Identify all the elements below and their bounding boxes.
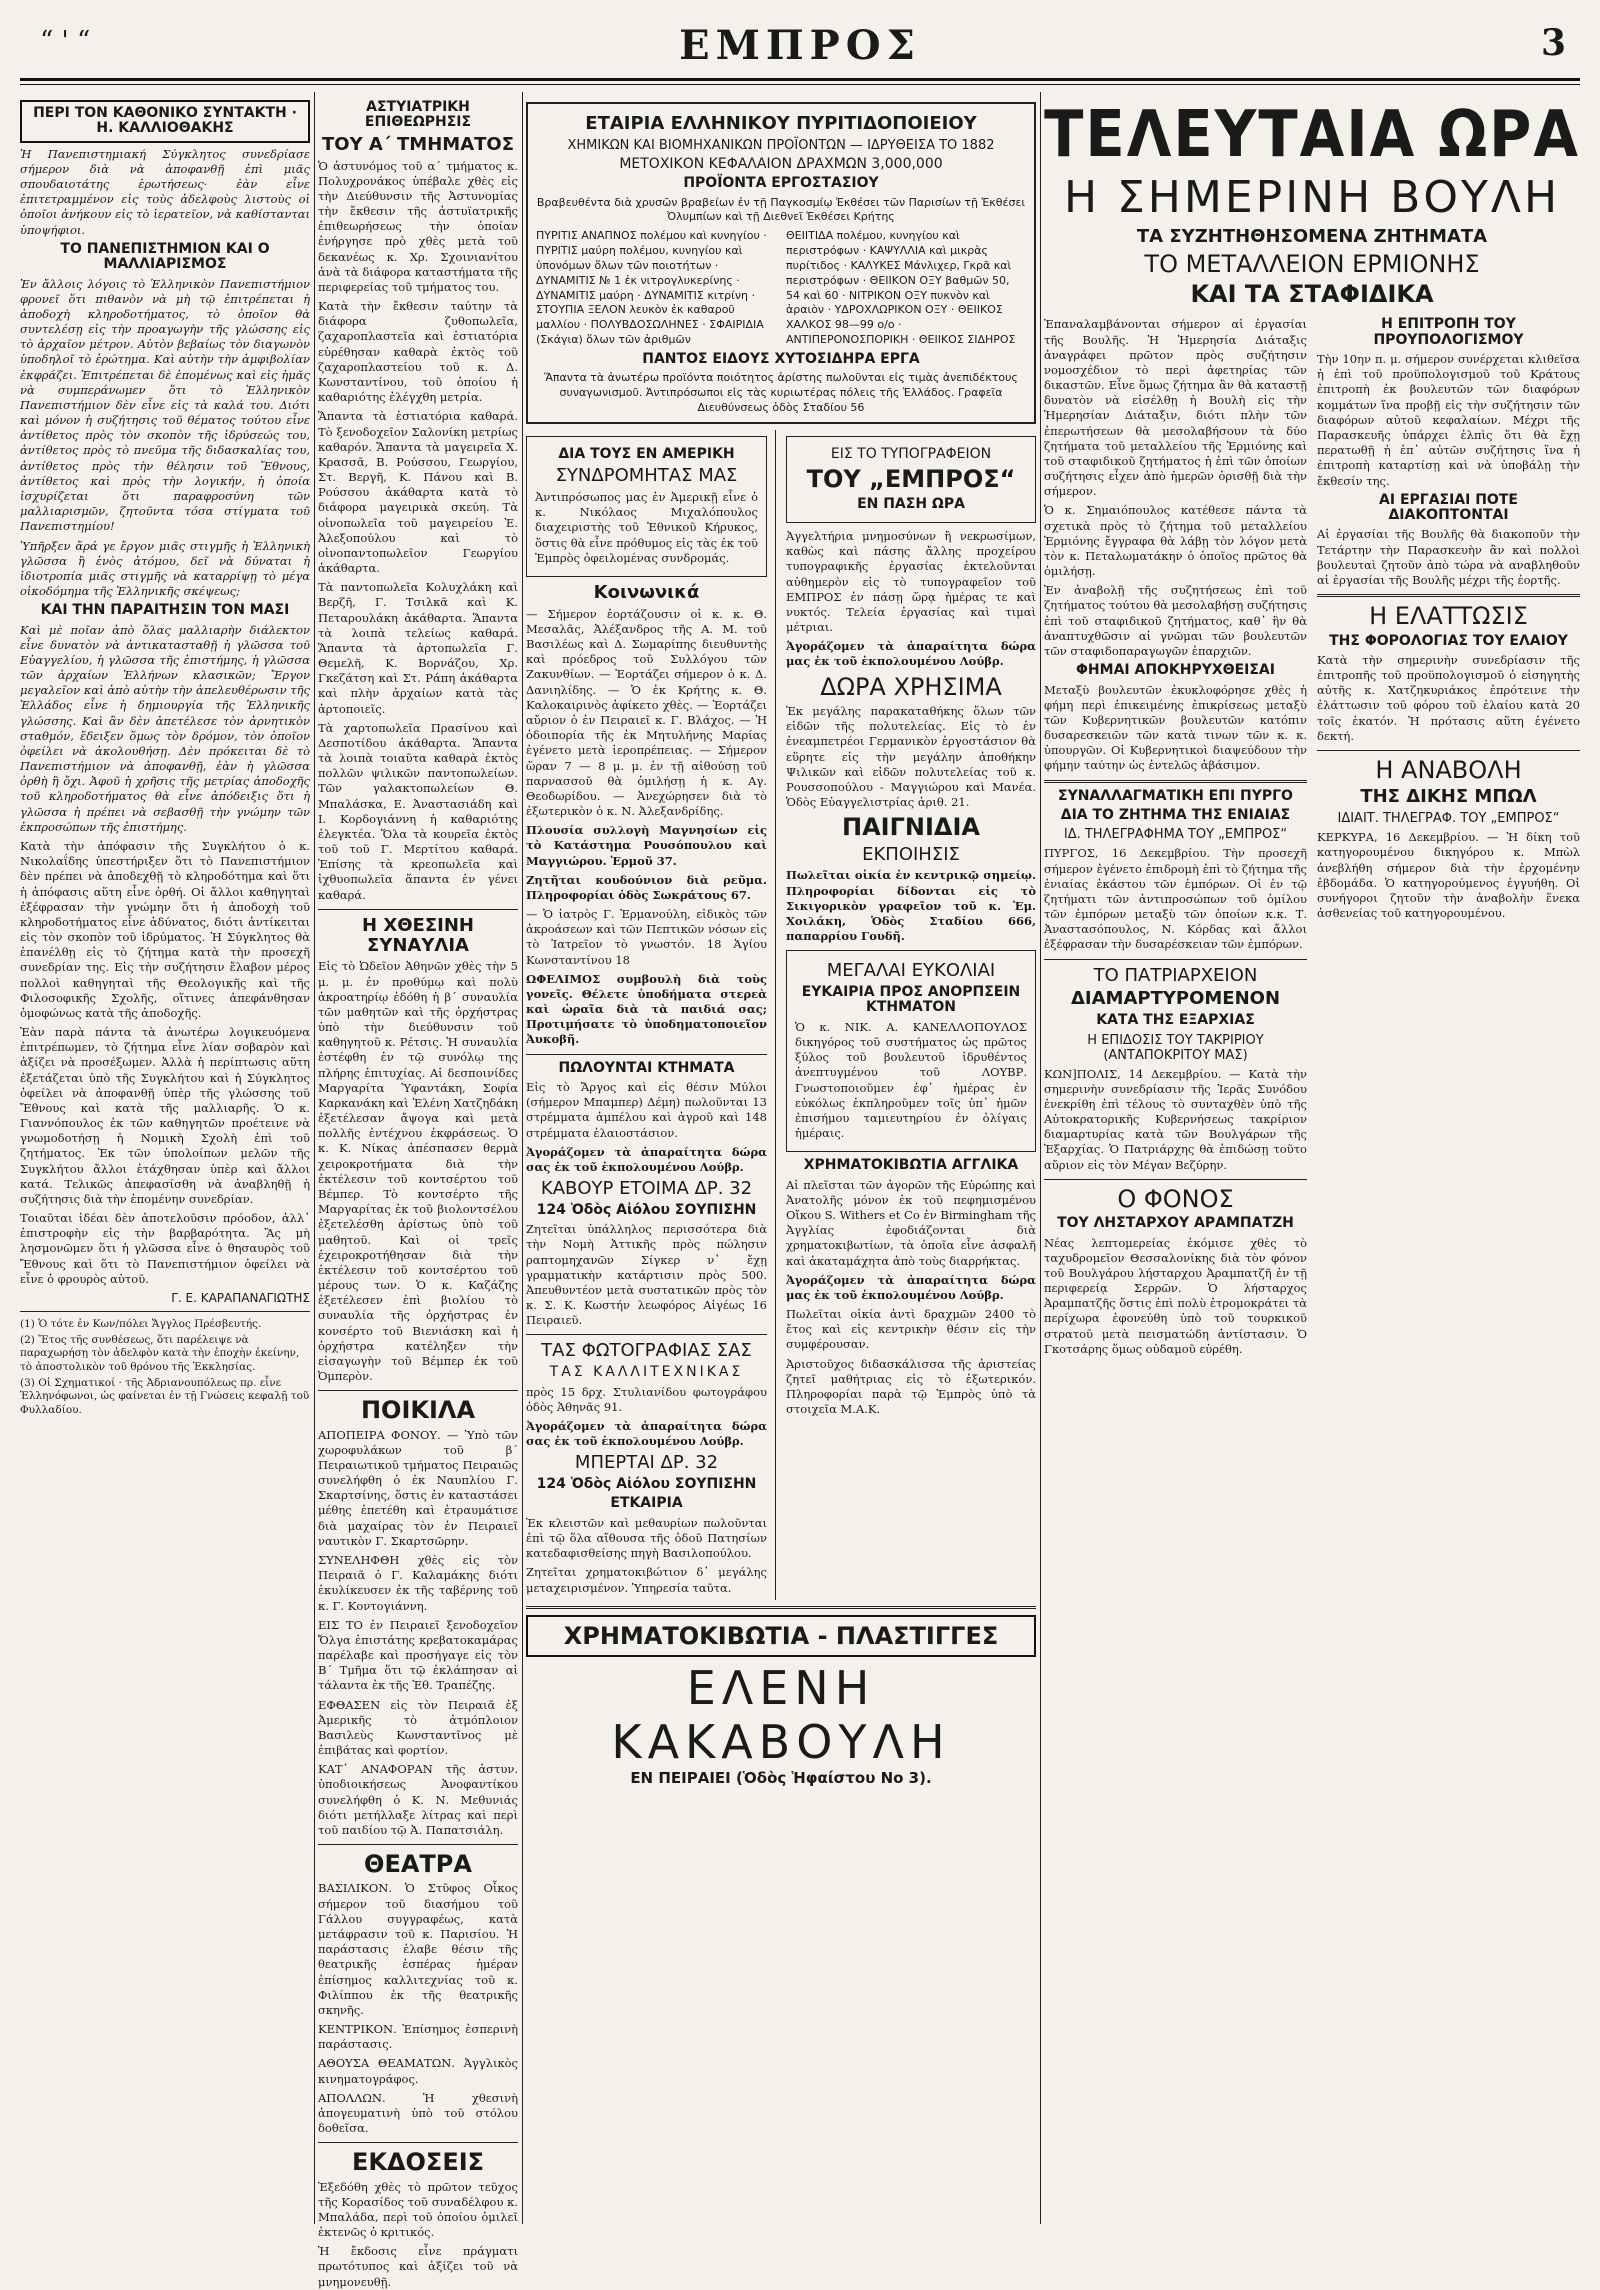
article-paragraph: Ἅπαντα τὰ ἑστιατόρια καθαρά. Τὸ ξενοδοχεῖον Σαλονίκη μετρίως καθαρόν. Ἅπαντα τὰ μαγειρεῖα Χ. Κρασσᾶ, Β. Ρούσσου, Γεωργίου, Στ. Βεργῆ, Κ. Πάνου καὶ Β. Ρούσσου ἀκάθαρτα κατὰ τὸ διάφορα μαγειρικὰ σκεύη. Τὰ οἰνοπωλεῖα τοῦ μαγειρείου Ἐ. Ἀλεξοπούλου καὶ τὸ οἰνοπαντοπωλεῖον Γεωργίου ἀκάθαρτα. (318, 409, 518, 576)
divider (1044, 780, 1307, 783)
classified-heading: ΠΑΙΓΝΙΔΙΑ (842, 813, 980, 842)
classified-address: 124 Ὁδὸς Αἰόλου ΣΟΥΠΙΣΗΝ (536, 1201, 757, 1218)
classified-ad: Αἱ πλεῖσται τῶν ἀγορῶν τῆς Εὐρώπης καὶ Ἀνατολῆς μόνον ἐκ τοῦ πεφημισμένου Οἴκου S. Withers et Co ἐν Birmingham τῆς Ἀγγλίας ἐφοδιάζονται διὰ χρηματοκιβωτίων, τὰ ὁποῖα εἶνε ἀσφαλῆ καὶ ἀκαταμάχητα ἀπὸ τοὺς διαρρήκτας. (786, 1177, 1036, 1268)
news-item: ΑΠΟΠΕΙΡΑ ΦΟΝΟΥ. — Ὑπὸ τῶν χωροφυλάκων τοῦ β΄ Πειραιωτικοῦ τμήματος Πειραιῶς συνελήφθη ὁ ἐκ Ναυπλίου Γ. Σκαρτσίνης, ὅστις ἐν καταστάσει μέθης ἐπετέθη καὶ ἐτραυμάτισε διὰ μαχαίρας τὸν ἐν Πειραιεῖ ναυτικὸν Γ. Σκαρτσῶρην. (318, 1427, 518, 1548)
front-headline: ΤΕΛΕΥΤΑΙΑ ΩΡΑ (1044, 98, 1580, 172)
section-heading: Η ΕΠΙΤΡΟΠΗ ΤΟΥ ΠΡΟΥΠΟΛΟΓΙΣΜΟΥ (1373, 316, 1524, 348)
classified-heading: ΧΡΗΜΑΤΟΚΙΒΩΤΙΑ ΑΓΓΛΙΚΑ (803, 1157, 1019, 1174)
company-subtitle: ΧΗΜΙΚΩΝ ΚΑΙ ΒΙΟΜΗΧΑΝΙΚΩΝ ΠΡΟΪΟΝΤΩΝ — ΙΔΡΥΘΕΙΣΑ ΤΟ 1882 (567, 137, 995, 153)
divider (1317, 594, 1580, 597)
products-heading: ΠΡΟΪΟΝΤΑ ΕΡΓΟΣΤΑΣΙΟΥ (683, 175, 879, 192)
classified-ad: Ζητεῖται χρηματοκιβώτιον δ᾿ μεγάλης μεταχειρισμένον. Ὑπηρεσία ταῦτα. (526, 1565, 767, 1595)
section-heading: ΔΙΑ ΤΟ ΖΗΤΗΜΑ ΤΗΣ ΕΝΙΑΙΑΣ (1060, 806, 1291, 823)
printshop-ad (786, 436, 1036, 523)
classified-heading: ΚΑΒΟΥΡ ΕΤΟΙΜΑ ΔΡ. 32 (540, 1178, 753, 1200)
classified-ad: Ἐκ μεγάλης παρακαταθήκης ὅλων τῶν εἰδῶν τῆς πολυτελείας. Εἰς τὸ ἐν ἐνεαμπετρέοι Γερμανικὸν ἐργοστάσιον θὰ εὕρητε εἰς τὴν μεγάλην ἀποθήκην Ψιλικῶν καὶ εἰδῶν πολυτελείας τοῦ κ. Ρουσσοπούλου - Μαγγιώρου καὶ Μανέα. Ὁδὸς Εὐαγγελιστρίας ἀριθ. 21. (786, 704, 1036, 810)
company-footer: Ἅπαντα τὰ ἀνωτέρω προϊόντα ποιότητος ἀρίστης πωλοῦνται εἰς τιμὰς ἀνεπιδέκτους συναγωνισμοῦ. Ἀντιπρόσωποι εἰς τὰς κυριωτέρας πόλεις τῆς Ἑλλάδος. Γραφεῖα Διευθύνσεως ὁδὸς Σταδίου 56 (544, 371, 1018, 415)
classified-ad: πρὸς 15 δρχ. Στυλιανίδου φωτογράφου ὁδὸς Ἀθηνᾶς 91. (526, 1384, 767, 1414)
divider (318, 1844, 518, 1845)
theatre-item: ΑΠΟΛΛΩΝ. Ἡ χθεσινὴ ἀπογευματινὴ ὑπὸ τοῦ στόλου δοθεῖσα. (318, 2090, 518, 2136)
headline-subtitle: ΤΑ ΣΥΖΗΤΗΘΗΣΟΜΕΝΑ ΖΗΤΗΜΑΤΑ (1136, 225, 1488, 247)
classified-ad: Πλουσία συλλογὴ Μαγνησίων εἰς τὸ Κατάστημα Ρουσόπουλου καὶ Μαγγιώρου. Ἑρμοῦ 37. (526, 823, 767, 868)
article-paragraph: Εἰς τὸ Ὠδεῖον Ἀθηνῶν χθὲς τὴν 5 μ. μ. ἐν προθύμῳ καὶ πολὺ ἀκροατηρίῳ ἐδόθη ἡ β΄ συναυλία τῶν μαθητῶν καὶ τῆς ὀρχήστρας ὑπὸ τὴν διεύθυνσιν τοῦ καθηγητοῦ κ. Ρέτσις. Ἡ συναυλία ἐστέφθη ἐν τῷ συνόλῳ της πλήρης ἐπιτυχίας. Αἱ δεσποινίδες Μαργαρίτα Ὑφαντάκη, Σοφία Καρκανάκη καὶ Ἑλένη Χατζηδάκη ἐξετέλεσαν ἄψογα καὶ μετὰ πολλῆς ἐντέχνου ἐκφράσεως. Ὁ κ. Κ. Νίκας ἀπέσπασεν θερμὰ χειροκροτήματα διὰ τὴν ἐκτέλεσιν τοῦ κοντσέρτου τοῦ Βέμπερ. Τὸ κοντσέρτο τῆς Μαργαρίτας ἐκ τοῦ βιολοντσέλου ἐξετελέσθη ἀρίστως ὑπὸ τοῦ μαθητοῦ. Καὶ οἱ τρεῖς ἐχειροκροτήθησαν διὰ τὴν ἐκτέλεσιν τοῦ κοντσέρτου τοῦ μέρους των. Ὁ κ. Καζάζης ἐξετέλεσεν ἐπὶ βιολίου τὸ συναυλία τῆς ὀρχήστρας ἐν κονσέρτο τοῦ Βιενιάσκη καὶ ἡ ὀρχήστρα κατέληξεν τὴν εἰσαγωγὴν τοῦ Βέμπερ ἐκ τοῦ Ὀμπερὸν. (318, 959, 518, 1384)
col4-right (1317, 313, 1580, 1361)
author-signature: Γ. Ε. ΚΑΡΑΠΑΝΑΓΙΩΤΗΣ (171, 1290, 310, 1305)
headline-subtitle: Η ΣΗΜΕΡΙΝΗ ΒΟΥΛΗ (1063, 172, 1561, 224)
section-heading: ΚΑΤΑ ΤΗΣ ΕΞΑΡΧΙΑΣ (1096, 1012, 1255, 1029)
telegram-note: ΙΔΙΑΙΤ. ΤΗΛΕΓΡΑΦ. ΤΟΥ „ΕΜΠΡΟΣ“ (1337, 811, 1560, 827)
column-4 (1044, 96, 1580, 2224)
classified-ad: Πωλεῖται οἰκία ἐν κεντρικῷ σημείῳ. Πληροφορίαι δίδονται εἰς τὸ Σικιγορικὸν γραφεῖον τοῦ κ. Ἐμ. Χοιλάκη, Ὁδὸς Σταδίου 666, παπαρρίου Γουδῆ. (786, 868, 1036, 944)
article-paragraph: Ὁ ἀστυνόμος τοῦ α΄ τμήματος κ. Πολυχρονάκος ὑπέβαλε χθὲς εἰς τὴν Διεύθυνσιν τῆς Ἀστυνομίας τὴν ἔκθεσιν τῆς ἀστυϊατρικῆς ἐπιθεωρήσεως τὴν ὁποίαν ἐνήργησε πρὸ χθὲς μετὰ τοῦ δεκανέως κ. Χρ. Σχοινιανίτου ἀνὰ τὰ διάφορα καταστήματα τῆς περιφερείας τοῦ τμήματος του. (318, 158, 518, 294)
section-heading: ΦΗΜΑΙ ΑΠΟΚΗΡΥΧΘΕΙΣΑΙ (1076, 662, 1275, 679)
article-paragraph: Ἐν ἀναβολῇ τῆς συζητήσεως ἐπὶ τοῦ ζητήματος τούτου θὰ μεσολαβήσῃ συζήτησις ἐπὶ τοῦ σταφιδικοῦ ζητήματος, καθ᾿ ἣν θὰ ἀναπτυχθῶσιν αἱ γνῶμαι τῶν βουλευτῶν τῶν σταφιδοπαραγωγῶν ἐπαρχιῶν. (1044, 583, 1307, 658)
classified-ad: Πωλεῖται οἰκία ἀντὶ δραχμῶν 2400 τὸ ἔτος καὶ εἰς κεντρικὴν θέσιν εἰς τὴν συμφέρουσαν. (786, 1307, 1036, 1352)
article-paragraph: Κατὰ τὴν ἀπόφασιν τῆς Συγκλήτου ὁ κ. Νικολαΐδης ὑπεστήριξεν ὅτι τὸ Πανεπιστήμιον δὲν πρέπει νὰ ἀποδεχθῇ τὸ κληροδότημα καὶ ὅτι ἡ ἀπόφασις αὕτη εἶνε ὀρθή. Οἱ ἄλλοι καθηγηταὶ ἐξέφρασαν τὴν γνώμην ὅτι ἡ ἀποδοχὴ τοῦ κληροδοτήματος εἶνε ἀδύνατος, διότι ἀντίκειται εἰς τὸν σκοπὸν τοῦ ἱδρύματος. Ἡ Σύγκλητος θὰ ἐπανέλθῃ εἰς τὸ ζήτημα κατὰ τὴν προσεχῆ συνεδρίαν της. Εἰς τὴν συζήτησιν ἔλαβον μέρος πολλοὶ καθηγηταὶ τῆς Θεολογικῆς καὶ τῆς Φιλοσοφικῆς Σχολῆς, οἵτινες ἀπεφάνθησαν ὁμοφώνως κατὰ τῆς ἀποδοχῆς. (20, 839, 310, 1020)
section-heading: ΑΙ ΕΡΓΑΣΙΑΙ ΠΟΤΕ ΔΙΑΚΟΠΤΟΝΤΑΙ (1379, 491, 1518, 524)
publication-item: Ἡ ἔκδοσις εἶνε πράγματι πρωτότυπος καὶ ἀξίζει τοῦ νὰ μνημονευθῇ. (318, 2244, 518, 2289)
column-header: ΠΕΡΙ ΤΟΝ ΚΑΘΟΝΙΚΟ ΣΥΝΤΑΚΤΗ · Η. ΚΑΛΛΙΟΘΑΚΗΣ (20, 100, 310, 143)
publication-item: Ἐξεδόθη χθὲς τὸ πρῶτον τεῦχος τῆς Κορασίδος τοῦ συναδέλφου κ. Μπαλάδα, περὶ τοῦ ὁποίου ὁμιλεῖ ἐκτενῶς ὁ κριτικός. (318, 2179, 518, 2240)
news-item: ΣΥΝΕΛΗΦΘΗ χθὲς εἰς τὸν Πειραιᾶ ὁ Γ. Καλαμάκης διότι ἐκυλίκευσεν ἐκ τῆς ταβέρνης τοῦ κ. Γ. Κοντογιάννη. (318, 1553, 518, 1613)
column-2 (318, 96, 518, 2289)
notice-heading: ΣΥΝΔΡΟΜΗΤΑΣ ΜΑΣ (555, 465, 738, 487)
section-heading: ΤΟ ΠΑΤΡΙΑΡΧΕΙΟΝ (1093, 964, 1258, 986)
article-paragraph: Κατὰ τὴν σημερινὴν συνεδρίασιν τῆς ἐπιτροπῆς τοῦ προϋπολογισμοῦ ὁ εἰσηγητὴς αὐτῆς κ. Χατζηκυριάκος ἐπρότεινε τὴν ἐλάττωσιν τοῦ φόρου τοῦ ἐλαίου κατὰ 20 τοῖς ἑκατόν. Ἡ πρότασις αὕτη ἐγένετο δεκτή. (1317, 652, 1580, 743)
facilities-ad (786, 950, 1036, 1152)
news-item: ΕΦΘΑΣΕΝ εἰς τὸν Πειραιᾶ ἐξ Ἀμερικῆς τὸ ἀτμόπλοιον Βασιλεὺς Κωνσταντῖνος μὲ ἐπιβάτας καὶ φορτίον. (318, 1697, 518, 1758)
section-heading: ΕΚΔΟΣΕΙΣ (351, 2148, 485, 2177)
col3-right (786, 430, 1036, 1600)
article-paragraph: Μεταξὺ βουλευτῶν ἐκυκλοφόρησε χθὲς ἡ φήμη περὶ ἐπικειμένης ἐπικρίσεως μεταξὺ τῶν Κυβερνητικῶν βουλευτῶν κατόπιν δυσαρεσκειῶν τῶν κατὰ τινων τῶν κ. κ. ὑπουργῶν. Οἱ Κυβερνητικοὶ διαψεύδουν τὴν φήμην ταύτην ὡς ἐντελῶς ἀβάσιμον. (1044, 682, 1307, 773)
company-title: ΕΤΑΙΡΙΑ ΕΛΛΗΝΙΚΟΥ ΠΥΡΙΤΙΔΟΠΟΙΕΙΟΥ (585, 113, 977, 134)
col4-left (1044, 313, 1307, 1361)
article-paragraph: Νέας λεπτομερείας ἐκόμισε χθὲς τὸ ταχυδρομεῖον Θεσσαλονίκης διὰ τὸν φόνον τοῦ Βουλγάρου λήσταρχου Ἀραμπατζῆ ἐν τῇ περιφερείᾳ Σερρῶν. Ὁ λήσταρχος Ἀραμπατζῆς ὅστις ἐπὶ πολὺ ἐτρομοκράτει τὰ περίχωρα ἐφονεύθη ὑπὸ τοῦ τουρκικοῦ στρατοῦ μετὰ πεισματώδη ἀντίστασιν. Ὁ Γκοτσάρης ὅμως οὐδαμοῦ εὑρέθη. (1044, 1235, 1307, 1356)
product-list-right: ΘΕΙΙΤΙΔΑ πολέμου, κυνηγίου καὶ περιστρόφων · ΚΑΨΥΛΛΙΑ καὶ μικρὰς πυρίτιδος · ΚΑΛΥΚΕΣ Μάνλιχερ, Γκρᾶ καὶ περιστρόφων · ΘΕΙΙΚΟΝ ΟΞΥ βαθμῶν 50, 54 καὶ 60 · ΝΙΤΡΙΚΟΝ ΟΞΥ πυκνὸν καὶ ἀραιὸν · ΥΔΡΟΧΛΩΡΙΚΟΝ ΟΞΥ · ΘΕΙΙΚΟΣ ΧΑΛΚΟΣ 98—99 ο/ο · ΑΝΤΙΠΕΡΟΝΟΣΠΟΡΙΚΗ · ΘΕΙΙΚΟΣ ΣΙΔΗΡΟΣ (786, 229, 1016, 347)
divider (526, 1334, 767, 1335)
section-heading: Ο ΦΟΝΟΣ (1117, 1184, 1234, 1213)
article-paragraph: Ἐπαναλαμβάνονται σήμερον αἱ ἐργασίαι τῆς Βουλῆς. Ἡ Ἡμερησία Διάταξις ἀναγράφει πρῶτον πρὸς συζήτησιν νομοσχέδιον τὸ περὶ ἀφετηρίας τῶν δικαστῶν. Εἶνε ὅμως ζήτημα ἂν θὰ καταστῇ δυνατὸν νὰ εἰσέλθῃ ἡ Βουλὴ εἰς τὴν Ἡμερησίαν Διάταξιν, διότι πλὴν τῶν ἐπερωτήσεων θὰ μεσολαβήσουν τὰ δύο ζητήματα τοῦ μεταλλείου τῆς Ἑρμιόνης καὶ τοῦ σταφιδικοῦ ζητήματος ἡ ἐπὶ τῶν ὁποίων συζήτησις εἶχεν ἀπὸ ἡμερῶν ὁρισθῇ διὰ τὴν σήμερον. (1044, 317, 1307, 499)
louvre-ad: Ἀγοράζομεν τὰ ἀπαραίτητα δώρα μας ἐκ τοῦ ἐκπολουμένου Λούβρ. (786, 639, 1036, 669)
telegram-note: (ΑΝΤΑΠΟΚΡΙΤΟΥ ΜΑΣ) (1103, 1047, 1248, 1063)
article-heading: ΑΣΤΥΙΑΤΡΙΚΗ ΕΠΙΘΕΩΡΗΣΙΣ (364, 99, 472, 131)
classified-heading: ΜΕΓΑΛΑΙ ΕΥΚΟΛΙΑΙ (826, 960, 996, 982)
divider (318, 1390, 518, 1391)
footnote: (1) Ὁ τότε ἐν Κων/πόλει Ἄγγλος Πρέσβευτής. (20, 1317, 262, 1330)
news-item: ΕΙΣ ΤΟ ἐν Πειραιεῖ ξενοδοχεῖον Ὄλγα ἐπιστάτης κρεβατοκαμάρας παρέλαβε καὶ προσήγαγε εἰς τὸν Β΄ Τμῆμα ὅτι τῷ ἐκλάπησαν αἱ τάλαντα ἐκ τῆς Ἐθ. Τραπέζης. (318, 1617, 518, 1693)
classified-address: 124 Ὁδὸς Αἰόλου ΣΟΥΠΙΣΗΝ (536, 1476, 757, 1493)
masthead-ornament: “ ' “ (40, 26, 91, 56)
column-divider (1040, 92, 1041, 2224)
page-number: 3 (1540, 22, 1566, 64)
classified-ad: — Ὁ ἰατρὸς Γ. Ἑρμανούλη, εἰδικὸς τῶν ἀκροάσεων καὶ τῶν Πεπτικῶν νόσων εἰς τὸ Ἰατρεῖον τὸ γνωστόν. 18 Ἁγίου Κωνσταντίνου 18 (526, 907, 767, 967)
divider (526, 1606, 1036, 1609)
divider (1044, 1179, 1307, 1180)
article-paragraph: Ἐν ἄλλοις λόγοις τὸ Ἑλληνικὸν Πανεπιστήμιον φρονεῖ ὅτι πιθανὸν νὰ μὴ τῷ ἐπιτρέπεται ἡ ἀποδοχὴ κληροδοτήματος, τὸ ὁποῖον θὰ συντελέσῃ εἰς τὴν προαγωγὴν τῆς γλώσσης εἰς τὸ ἀρχαῖον μέτρον. Αὐτὸν βεβαίως τὸν διαγωνὸν ὑποδηλοῖ τὸ ἐρώτημα. Καὶ αὐτὴν τὴν ἀμφιβολίαν ἐκφράζει. Ἐπιτρέπεται δὲ ἐπομένως καὶ εἰς ἡμᾶς νὰ συμπεράνωμεν ὅτι τὸ Ἑλληνικὸν Πανεπιστήμιον δὲν εἶνε εἰς τὰ καλά του. Διότι καὶ μόνον ἡ συζήτησις τοῦ θέματος τούτου εἶνε ἀντίθετος πρὸς τὸν σκοπὸν τῆς ἱδρύσεώς του, ἀντίθετος πρὸς τὸ πνεῦμα τῆς διδασκαλίας του, ἀντίθετος πρὸς τὴν θέλησιν τοῦ Ἔθνους, ἀντίθετος καὶ πρὸς τὴν λογικήν, ἡ ὁποία ἰσχυρίζεται ὅτι παραφροσύνη τῶν μαλλιαρισμῶν, ζητοῦντα τόσα στίγματα τοῦ Πανεπιστημίου! (20, 276, 310, 534)
company-capital: ΜΕΤΟΧΙΚΟΝ ΚΕΦΑΛΑΙΟΝ ΔΡΑΧΜΩΝ 3,000,000 (619, 155, 943, 172)
classified-heading: ΤΑΣ ΚΑΛΛΙΤΕΧΝΙΚΑΣ (549, 1364, 744, 1381)
inset-heading: ΚΑΙ ΤΗΝ ΠΑΡΑΙΤΗΣΙΝ ΤΟΝ ΜΑΣΙ (40, 602, 290, 619)
section-heading: Η ΑΝΑΒΟΛΗ (1375, 755, 1522, 784)
classified-heading: ΜΠΕΡΤΑΙ ΔΡ. 32 (574, 1452, 719, 1474)
notice-heading: ΔΙΑ ΤΟΥΣ ΕΝ ΑΜΕΡΙΚΗ (558, 445, 735, 462)
section-heading: ΔΙΑΜΑΡΤΥΡΟΜΕΝΟΝ (1070, 988, 1281, 1010)
column-1 (20, 96, 310, 2224)
company-advertisement (526, 102, 1036, 424)
article-paragraph: Ὁ κ. Σημαιόπουλος κατέθεσε πάντα τὰ σχετικὰ πρὸς τὸ ζήτημα τοῦ μεταλλείου Ἑρμιόνης ἔγγραφα θὰ λάβῃ τὸν λόγον μετὰ τὸν κ. Πεταλωματάκην ὁ ὁποῖος πρῶτος θὰ ὁμιλήσῃ. (1044, 503, 1307, 579)
section-heading: ΤΗΣ ΔΙΚΗΣ ΜΠΩΛ (1360, 786, 1537, 808)
divider (318, 2142, 518, 2143)
article-paragraph: ΚΕΡΚΥΡΑ, 16 Δεκεμβρίου. — Ἡ δίκη τοῦ κατηγορουμένου δικηγόρου κ. Μπὼλ ἀνεβλήθη σήμερον διὰ τὴν ἐρχομένην ἑβδομάδα. Ὁ κατηγορούμενος ἐγγυήθη. Οἱ συνήγοροι ζητοῦν τὴν ἀναβολὴν ἕνεκα ἀσθενείας τοῦ κατηγορουμένου. (1317, 830, 1580, 921)
telegram-note: Η ΕΠΙΔΟΣΙΣ ΤΟΥ ΤΑΚΡΙΡΙΟΥ (1087, 1032, 1264, 1048)
product-list-left: ΠΥΡΙΤΙΣ ΑΝΑΠΝΟΣ πολέμου καὶ κυνηγίου · ΠΥΡΙΤΙΣ μαύρη πολέμου, κυνηγίου καὶ ὑπονόμων ὅλων τῶν ποιοτήτων · ΔΥΝΑΜΙΤΙΣ № 1 ἐκ νιτρογλυκερίνης · ΔΥΝΑΜΙΤΙΣ μαύρη · ΔΥΝΑΜΙΤΙΣ κιτρίνη · ΣΤΟΥΠΙΑ ΞΕΛΟΝ λευκὸν ἐκ καθαροῦ μαλλίου · ΠΟΛΥΒΔΟΣΩΛΗΝΕΣ · ΣΦΑΙΡΙΔΙΑ (Σκάγια) ὅλων τῶν ἀριθμῶν (536, 229, 767, 347)
masthead-rule (20, 78, 1580, 81)
article-intro: Ἡ Πανεπιστημιακή Σύγκλητος συνεδρίασε σήμερον διὰ νὰ ἀποφανθῇ ἐπὶ μιᾶς σπουδαιοτάτης ἐρωτήσεως· ἐὰν εἶνε ἐπιτετραμμένον εἰς τοὺς ἀδελφοὺς λιστοὺς οἱ ὁποῖοι ἀνήκουν εἰς τὸ ἱερατεῖον, νὰ καθίστανται ὑποψήφιοι. (20, 146, 310, 237)
headline-subtitle: ΚΑΙ ΤΑ ΣΤΑΦΙΔΙΚΑ (1190, 279, 1434, 308)
column-3 (526, 96, 1036, 2224)
classified-heading: ΤΑΣ ΦΩΤΟΓΡΑΦΙΑΣ ΣΑΣ (541, 1340, 752, 1362)
divider (1044, 959, 1307, 960)
classified-ad: Ἀριστοῦχος διδασκάλισσα τῆς ἀριστείας ζητεῖ μαθήτριας εἰς τὸ ἐξωτερικόν. Πληροφορίαι παρὰ τῷ Ἐμπρὸς ὑπὸ τὰ στοιχεῖα Μ.Α.Κ. (786, 1356, 1036, 1417)
printshop-body: Ἀγγελτήρια μνημοσύνων ἢ νεκρωσίμων, καθὼς καὶ πάσης ἄλλης προχείρου τυπογραφικῆς ἐργασίας ἐκτελοῦνται αὐθημερὸν εἰς τὸ τυπογραφεῖον τοῦ ΕΜΠΡΟΣ ἐν πάσῃ ὥρᾳ ἡμέρας τε καὶ νυκτός. Τελεία ἐργασίας καὶ τιμαὶ μέτριαι. (786, 529, 1036, 635)
classified-ad: Ζητεῖται ὑπάλληλος περισσότερα διὰ τὴν Νομὴ Ἀττικῆς πρὸς πώλησιν ραπτομηχανῶν Σίγκερ ν᾿ ἔχῃ γραμματικὴν κατάρτισιν πρὸς 500. Ἀπευθυντέον μετὰ συστατικῶν πρὸς τὸν κ. Σ. Κ. Κωστήν λεωφόρος Αἰγέως 16 Πειραιεῦ. (526, 1222, 767, 1328)
article-paragraph: Ὑπῆρξεν ἄρά γε ἔργον μιᾶς στιγμῆς ἡ Ἑλληνικὴ γλῶσσα ἢ ἑνὸς ἀτόμου, δεῖ νὰ δύναται ἡ ἱδιοτροπία μιᾶς στιγμῆς νὰ καταρρίψῃ τὸ μέγα οἰκοδόμημα τῆς Ἑλληνικῆς σκέψεως; (20, 538, 310, 599)
social-news: — Σήμερον ἑορτάζουσιν οἱ κ. κ. Θ. Μεσαλᾶς, Ἀλέξανδρος τῆς Α. Μ. τοῦ Βασιλέως καὶ Δ. Σωμαρίπης διευθυντὴς καὶ πρόεδρος τοῦ Συλλόγου τῶν Ζακυνθίων. — Ἐορτάζει σήμερον ὁ κ. Δ. Δανιηλίδης. — Ὁ ἐκ Κρήτης κ. Θ. Καλοκαιρινὸς ἀφίκετο χθὲς. — Ἐορτάζει αὔριον ὁ ἐν Πειραιεῖ κ. Γ. Βλάχος. — Ἡ ὁδοιπορία τῆς ἐκ Μητυλήνης Μαρίας ἐγένετο μετὰ ἱεροπρέπειας. — Σήμερον ὥραν 7 — 8 μ. μ. ἐν τῇ αἰθούσῃ τοῦ παρνασσοῦ θὰ ὁμιλήσῃ ἡ κ. Αγ. Θεοδωρίδου. — Ἀνεχώρησεν διὰ τὸ ἐξωτερικὸν ὁ κ. Ν. Ἀλεξανδρίδης. (526, 606, 767, 819)
article-heading: ΤΟΥ Α΄ ΤΜΗΜΑΤΟΣ (322, 133, 514, 155)
cast-iron-line: ΠΑΝΤΟΣ ΕΙΔΟΥΣ ΧΥΤΟΣΙΔΗΡΑ ΕΡΓΑ (642, 351, 920, 368)
louvre-ad: Ἀγοράζομεν τὰ ἀπαραίτητα δώρα σας ἐκ τοῦ ἐκπολουμένου Λούβρ. (526, 1418, 767, 1449)
section-heading: ΤΟΥ ΛΗΣΤΑΡΧΟΥ ΑΡΑΜΠΑΤΖΗ (1057, 1215, 1294, 1232)
masthead-rule-thin (20, 84, 1580, 85)
printshop-heading: ΕΝ ΠΑΣΗ ΩΡΑ (857, 495, 965, 512)
printshop-heading: ΕΙΣ ΤΟ ΤΥΠΟΓΡΑΦΕΙΟΝ (830, 445, 992, 462)
col3-left (526, 430, 776, 1600)
column-divider (314, 92, 315, 2224)
louvre-ad: Ἀγοράζομεν τὰ ἀπαραίτητα δώρα μας ἐκ τοῦ ἐκπολουμένου Λούβρ. (786, 1272, 1036, 1302)
divider (526, 1054, 767, 1055)
section-heading: ΤΗΣ ΦΟΡΟΛΟΓΙΑΣ ΤΟΥ ΕΛΑΙΟΥ (1329, 632, 1568, 649)
company-awards: Βραβευθέντα διὰ χρυσῶν βραβείων ἐν τῇ Παγκοσμίῳ Ἐκθέσει τῶν Παρισίων τῇ Ἐκθέσει Ὀλυμπίων καὶ τῇ Διεθνεῖ Ἐκθέσει Κρήτης (536, 195, 1026, 224)
theatre-item: ΒΑΣΙΛΙΚΟΝ. Ὁ Στῦφος Οἶκος σήμερον τοῦ διασήμου τοῦ Γάλλου συγγραφέως, κατὰ μετάφρασιν τοῦ κ. Παρισίου. Ἡ παράστασις ἐλαβε θέσιν τῆς θεατρικῆς ἑσπέρας ἡμέραν ἐπίσημος καλλιτεχνίας τοῦ κ. Φιλίππου ἐκ τῆς θεατρικῆς σκηνῆς. (318, 1881, 518, 2017)
divider (1317, 750, 1580, 751)
article-paragraph: ΚΩΝ]ΠΟΛΙΣ, 14 Δεκεμβρίου. — Κατὰ τὴν σημερινὴν συνεδρίασιν τῆς Ἱερᾶς Συνόδου ἐνεκρίθη ἐπὶ τέλους τὸ συνταχθὲν ὑπὸ τῆς Αὐτοκρατορικῆς Κυβερνήσεως τακρίριον διαμαρτυρίας κατὰ τῶν Βουλγάρων τῆς Ἐξαρχίας. Ὁ Πατριάρχης θὰ ἐπιδώσῃ τοῦτο αὔριον εἰς τὸν Μέγαν Βεζύρην. (1044, 1066, 1307, 1172)
classified-heading: ΕΚΠΟΙΗΣΙΣ (862, 843, 960, 865)
newspaper-title: ΕΜΠΡΟΣ (679, 22, 921, 69)
news-item: ΚΑΤ᾿ ΑΝΑΦΟΡΑΝ τῆς ἀστυν. ὑποδιοικήσεως Ἀνοφαντίκου συνελήφθη ὁ Κ. Ν. Μεθυνιάς διότι μετήλλαξε λίτρας καὶ περὶ τοῦ παιδίου τῷ Ἀ. Παπατσιάλη. (318, 1762, 518, 1837)
classified-ad: Εἰς τὸ Ἄργος καὶ εἰς θέσιν Μύλοι (σήμερον Μπαμπερ) Δέμη) πωλοῦνται 13 στρέμματα ἀμπέλου καὶ ἀγροῦ καὶ 148 στρέμματα ἐλαιοστάσιον. (526, 1079, 767, 1140)
divider (20, 1311, 310, 1312)
section-heading: Κοινωνικά (593, 581, 700, 603)
safes-vendor-name: ΕΛΕΝΗ ΚΑΚΑΒΟΥΛΗ (611, 1661, 951, 1770)
footnote: (3) Οἱ Σχηματικοί · τῆς Ἀδριανουπόλεως πρ. εἶνε Ἑλληνόφωνοι, ὡς φαίνεται ἐν τῇ Γνώσεις κεφαλῇ τοῦ Φυλλαδίου. (20, 1376, 310, 1416)
louvre-ad: Ἀγοράζομεν τὰ ἀπαραίτητα δώρα σας ἐκ τοῦ ἐκπολουμένου Λούβρ. (526, 1144, 767, 1174)
section-heading: Η ΕΛΑΤΤΩΣΙΣ (1369, 602, 1528, 631)
masthead (0, 0, 1600, 80)
classified-heading: ΔΩΡΑ ΧΡΗΣΙΜΑ (820, 672, 1002, 701)
section-heading: ΠΟΙΚΙΛΑ (360, 1396, 476, 1425)
classified-ad: ΩΦΕΛΙΜΟΣ συμβουλὴ διὰ τοὺς γονεῖς. Θέλετε ὑποδήματα στερεὰ καὶ ὡραῖα διὰ τὰ παιδιά σας; Προτιμήσατε τὸ ὑποδηματοποιεῖον Ἀυκοβῆ. (526, 971, 767, 1047)
classified-ad: Ζητῆται κουδούνιον διὰ ρεῦμα. Πληροφορίαι ὁδὸς Σωκράτους 67. (526, 872, 767, 902)
telegram-note: ΙΔ. ΤΗΛΕΓΡΑΦΗΜΑ ΤΟΥ „ΕΜΠΡΟΣ“ (1063, 827, 1288, 843)
classified-heading: ΕΤΚΑΙΡΙΑ (610, 1495, 683, 1512)
safes-vendor-address: ΕΝ ΠΕΙΡΑΙΕΙ (Ὁδὸς Ἡφαίστου Νο 3). (630, 1769, 932, 1788)
article-paragraph: Κατὰ τὴν ἔκθεσιν ταύτην τὰ διάφορα ζυθοπωλεῖα, ζαχαροπλαστεῖα καὶ ἑστιατόρια εὑρέθησαν καθαρὰ ἐκτὸς τοῦ ζαχαροπλαστείου τοῦ κ. Δ. Κωνσταντίνου, τοῦ ὁποίου ἡ καθαριότης ἐλέγχθη μετρία. (318, 299, 518, 405)
article-paragraph: ΠΥΡΓΟΣ, 16 Δεκεμβρίου. Τὴν προσεχῆ σήμερον ἐγένετο ἐπιδρομὴ ἐπὶ τὸ ζήτημα τῆς ἐνιαίας ἑκάστου τῶν ἐμπόρων. Οἱ ἐν τῷ ζητήματι τῶν ἀντιπροσώπων τοῦ ὁμίλου τῶν ἐμπόρων μεταξὺ τῶν ὁποίων κ.κ. Τ. Ἀναστασόπουλος, Ν. Κόρδας καὶ ἄλλοι ἐξέφρασαν τὴν δυσαρέσκειαν τῶν ἐμπόρων. (1044, 846, 1307, 952)
classified-heading: ΠΩΛΟΥΝΤΑΙ ΚΤΗΜΑΤΑ (558, 1059, 735, 1076)
classified-ad: Ἐκ κλειστῶν καὶ μεθαυρίων πωλοῦνται ἐπὶ τῷ ὅλα αἴθουσα τῆς ὁδοῦ Πατησίων κατεδαφισθείσης πηγὴ Βασιλοπούλου. (526, 1515, 767, 1561)
article-paragraph: Τὰ παντοπωλεῖα Κολυχλάκη καὶ Βερζῆ, Γ. Τσιλκᾶ καὶ Κ. Πεταρουλάκη ἀκάθαρτα. Ἅπαντα τὰ λοιπὰ τελείως καθαρά. Ἅπαντα τὰ ἀρτοπωλεῖα Γ. Θεμελῆ, Κ. Βορνάζου, Χρ. Γκεζάτση καὶ Στ. Ράπη ἀκάθαρτα καὶ πλὴν ἀρχαίων κατὰ τὰς ἀρτοποιεῖς. (318, 580, 518, 716)
column-divider (522, 92, 523, 2224)
article-paragraph: Αἱ ἐργασίαι τῆς Βουλῆς θὰ διακοποῦν τὴν Τετάρτην τὴν Παρασκευὴν ἂν καὶ πολλοὶ βουλευταὶ ζητοῦν ἀπὸ τώρα νὰ αναβληθοῦν αἱ ἐργασίαι τῆς Βουλῆς μέχρι τῆς ἐορτῆς. (1317, 527, 1580, 587)
footnote: (2) Ἔτος τῆς συνθέσεως, ὅτι παρέλειψε νὰ παραχωρήσῃ τὸν ἀδελφὸν κατὰ τὴν ἐποχὴν ἐκείνην, τὸ ἀποστολικὸν τοῦ θρόνου τῆς Ἐκκλησίας. (20, 1333, 300, 1373)
divider (318, 909, 518, 910)
article-paragraph: Τὴν 10ην π. μ. σήμερον συνέρχεται κλιθεῖσα ἡ ἐπὶ τοῦ προϋπολογισμοῦ τοῦ Κράτους ἐπιτροπὴ ἐκ βουλευτῶν τῶν διαφόρων κομμάτων ἵνα προβῇ εἰς τὴν συζήτησιν τῶν διαφόρων αὐτοῦ κεφαλαίων. Μέχρι τῆς Παρασκευῆς ὑπάρχει ἐλπὶς ὅτι θὰ ἔχῃ περατωθῇ ἡ ἐπ᾿ αὐτῶν συζήτησις ἵνα ἡ ἐπιτροπὴ καταρτίσῃ καὶ νὰ ὑποβάλῃ τὴν ἔκθεσίν της. (1317, 352, 1580, 488)
notice-body: Ἀντιπρόσωπος μας ἐν Ἀμερικῇ εἶνε ὁ κ. Νικόλαος Μιχαλόπουλος διαχειριστὴς τοῦ Ἑθνικοῦ Κήρυκος, ὅστις θὰ εἶνε πρόθυμος εἰς τὰς ἐκ τοῦ Ἐμπρὸς ὀφειλομένας συνδρομάς. (535, 490, 758, 565)
classified-ad: Ὁ κ. ΝΙΚ. Α. ΚΑΝΕΛΛΟΠΟΥΛΟΣ δικηγόρος τοῦ συστήματος ὡς πρῶτος ξύλος τοῦ βουλευτοῦ ἱδρυθέντος ἀνεπτυγμένου τοῦ ΛΟΥΒΡ. Γνωστοποιοῦμεν ἐφ᾿ ἡμέρας ἐν εὐκόλως ἐκπληροῦμεν τοῖς ὑπ᾿ ἡμῶν ἐπισήμου ταμιευτηρίου ἐν ὀλίγαις ἡμέραις. (795, 1019, 1027, 1141)
article-paragraph: Τὰ χαρτοπωλεῖα Πρασίνου καὶ Δεσποτίδου ἀκάθαρτα. Ἅπαντα τὰ λοιπὰ τοιαῦτα καθαρὰ ἐκτὸς πολλῶν ψιλικῶν παντοπωλείων. Τῶν γαλακτοπωλείων Θ. Μπαλάσκα, Ε. Ἀναστασιάδη καὶ Ι. Κορδογιάννη ἡ καθαριότης ἐλεγκτέα. Ὅλα τὰ κουρεῖα ἐκτὸς τοῦ τοῦ Γ. Μερτίτου καθαρά. Ἐπίσης τὰ κρεοπωλεῖα καὶ ἰχθυοπωλεῖα ἅπαντα ἐν γένει καθαρά. (318, 720, 518, 902)
safes-heading: ΧΡΗΜΑΤΟΚΙΒΩΤΙΑ - ΠΛΑΣΤΙΓΓΕΣ (526, 1615, 1036, 1657)
classified-heading: ΕΥΚΑΙΡΙΑ ΠΡΟΣ ΑΝΟΡΠΣΕΙΝ ΚΤΗΜΑΤΟΝ (801, 984, 1021, 1016)
theatre-item: ΑΘΟΥΣΑ ΘΕΑΜΑΤΩΝ. Ἀγγλικὸς κινηματογράφος. (318, 2056, 518, 2086)
inset-heading: ΤΟ ΠΑΝΕΠΙΣΤΗΜΙΟΝ ΚΑΙ Ο ΜΑΛΛΙΑΡΙΣΜΟΣ (60, 240, 270, 273)
printshop-heading: ΤΟΥ „ΕΜΠΡΟΣ“ (806, 465, 1016, 494)
article-paragraph: Τοιαῦται ἰδέαι δὲν ἀποτελοῦσιν πρόοδον, ἀλλ᾿ ἐπιστροφὴν εἰς τὴν βαρβαρότητα. Ἂς μὴ λησμονῶμεν ὅτι ἡ γλῶσσα εἶνε ὁ θησαυρὸς τοῦ Ἔθνους καὶ ὅτι τὸ Πανεπιστήμιον ὀφείλει νὰ εἶνε ὁ φρουρὸς αὐτοῦ. (20, 1211, 310, 1286)
headline-subtitle: ΤΟ ΜΕΤΑΛΛΕΙΟΝ ΕΡΜΙΟΝΗΣ (1144, 249, 1480, 278)
theatre-item: ΚΕΝΤΡΙΚΟΝ. Ἐπίσημος ἑσπερινὴ παράστασις. (318, 2022, 518, 2052)
article-paragraph: Καὶ μὲ ποῖαν ἀπὸ ὅλας μαλλιαρὴν διάλεκτον εἶνε δυνατὸν νὰ ἀντικατασταθῇ ἡ γλῶσσα τοῦ Εὐαγγελίου, ἡ γλῶσσα τῆς ἐπιστήμης, ἡ γλῶσσα τῶν ἀρχαίων Ἑλλήνων κλασικῶν; Ἔργον μεγαλεῖον καὶ ἀπὸ αὐτὴν τὴν ἀπελευθέρωσιν τῆς Ἑλλάδος εἶνε ἡ δημιουργία τῆς Ἑλληνικῆς γλώσσης. Καὶ ἂν δὲν ἀπετέλεσε τὸν ἀρνητικὸν σταθμόν, ἔδειξεν ὅμως τὸν δρόμον, τὸν ὁποῖον ὀφείλει νὰ ἀκολουθήσῃ. Δὲν πρόκειται δὲ τὸ Πανεπιστήμιον νὰ ἀποφανθῇ, ἐὰν ἡ γλῶσσα ὀρθὴ ἢ ὄχι. Ἀφοῦ ἡ χρῆσις τῆς μετρίας ἀποδοχῆς τοῦ κληροδοτήματος θὰ εἶνε ἀπόδειξις ὅτι ἡ γλῶσσα ἡ πρέπει νὰ σεβασθῇ τὴν γνώμην τῶν ἐκπροσώπων τῆς ἐπιστήμης. (20, 622, 310, 834)
section-heading: ΣΥΝΑΛΛΑΓΜΑΤΙΚΗ ΕΠΙ ΠΥΡΓΟ (1058, 787, 1293, 804)
article-heading: Η ΧΘΕΣΙΝΗ ΣΥΝΑΥΛΙΑ (362, 914, 474, 956)
america-notice (526, 436, 767, 577)
section-heading: ΘΕΑΤΡΑ (364, 1850, 472, 1879)
article-paragraph: Ἐὰν παρὰ πάντα τὰ ἀνωτέρω λογικευόμενα ἐπιτρέπωμεν, τὸ ζήτημα εἶνε λίαν σοβαρὸν καὶ ἀξίζει νὰ προσέξωμεν. Ἀλλὰ ἡ περίπτωσις αὕτη ἐξετάζεται ὑπὸ τῆς Συγκλήτου καὶ ἡ Σύγκλητος ὀφείλει νὰ ἀποφανθῇ ὑπὲρ τῆς γλώσσης τοῦ Ἔθνους καὶ κατὰ τῆς μαλλιαρῆς. Ὁ κ. Γιαννόπουλος ἐκ τῶν καθηγητῶν προέτεινε νὰ γνωμοδοτήσῃ ἡ Νομικὴ Σχολὴ ἐπὶ τοῦ ζητήματος. Ἐκ τῶν ὑπολοίπων μελῶν τῆς Συγκλήτου ἄλλοι ἐτάχθησαν ὑπὲρ καὶ ἄλλοι κατά. Τελικῶς ἀπεφασίσθη νὰ ἀναβληθῇ ἡ συζήτησις διὰ τὴν ἑπομένην συνεδρίαν. (20, 1025, 310, 1206)
